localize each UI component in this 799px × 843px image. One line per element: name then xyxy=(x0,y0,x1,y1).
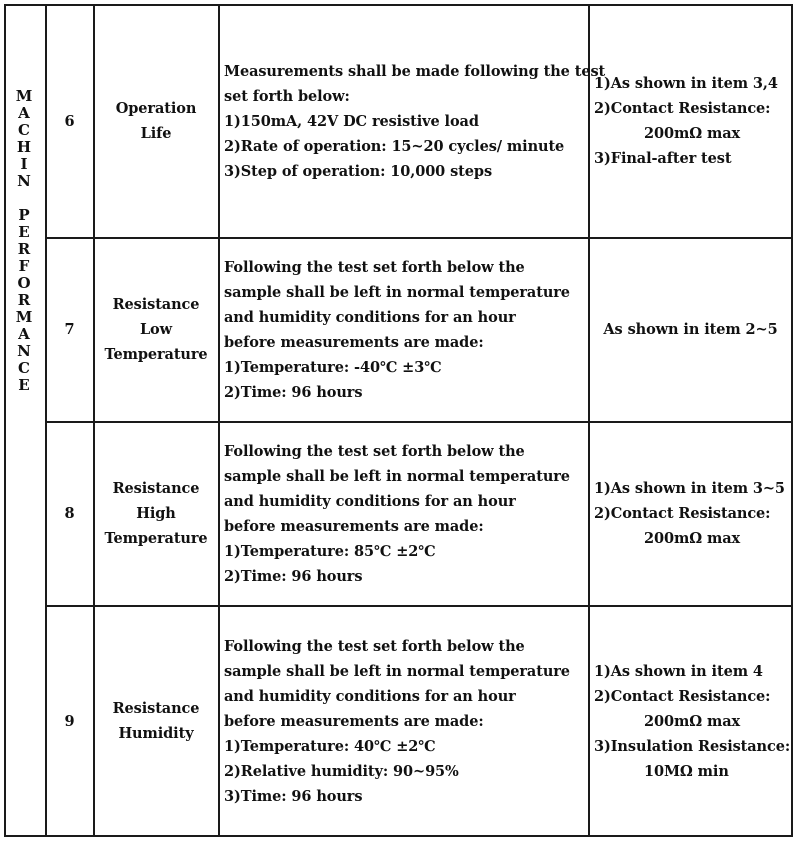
test-item-line: Resistance xyxy=(112,480,200,497)
test-item-line: Low xyxy=(139,321,173,338)
section-label-letter: A xyxy=(18,104,30,122)
test-condition-line: 2)Relative humidity: 90~95% xyxy=(224,762,459,780)
test-condition-line: 1)Temperature: 40℃ ±2℃ xyxy=(224,737,436,755)
section-label xyxy=(6,88,42,394)
section-label-letter: R xyxy=(17,291,31,309)
section-label-letter: H xyxy=(16,138,32,156)
requirement xyxy=(589,5,792,237)
item-number xyxy=(46,606,93,836)
item-number-text: 8 xyxy=(64,505,75,522)
test-item-name xyxy=(104,476,207,551)
section-label-letter: C xyxy=(18,121,30,139)
requirement-line: As shown in item 2~5 xyxy=(603,321,778,338)
section-label-letter: N xyxy=(17,342,31,360)
test-condition-line: before measurements are made: xyxy=(224,333,484,351)
requirement-line: 200mΩ max xyxy=(644,125,741,142)
test-item-line: Life xyxy=(140,125,172,142)
requirement-line: 200mΩ max xyxy=(644,530,741,547)
test-item-line: Resistance xyxy=(112,296,200,313)
requirement-line: 10MΩ min xyxy=(644,762,729,780)
section-label-letter: O xyxy=(17,274,31,292)
test-condition-line: and humidity conditions for an hour xyxy=(224,308,516,326)
section-label-letter: F xyxy=(18,257,30,275)
section-label-letter: C xyxy=(18,359,30,377)
section-label-letter: P xyxy=(18,206,30,224)
test-condition-text xyxy=(224,634,570,809)
section-label-letter: E xyxy=(18,223,30,241)
test-condition-line: 1)150mA, 42V DC resistive load xyxy=(224,112,479,130)
item-number-text: 7 xyxy=(64,321,75,338)
item-number xyxy=(46,5,93,237)
test-item xyxy=(94,422,218,605)
requirement-line: 1)As shown in item 3~5 xyxy=(594,480,785,497)
section-label-letter: E xyxy=(18,376,30,394)
section-label-letter: N xyxy=(17,172,31,190)
test-item xyxy=(94,238,218,421)
test-condition xyxy=(219,606,588,836)
requirement xyxy=(589,422,792,605)
test-condition-line: 2)Time: 96 hours xyxy=(224,567,363,585)
item-number-text: 9 xyxy=(64,712,75,730)
section-label-letter: A xyxy=(18,325,30,343)
test-item-line: Resistance xyxy=(112,700,200,717)
test-condition-line: 1)Temperature: -40℃ ±3℃ xyxy=(224,358,442,376)
item-number xyxy=(46,238,93,421)
requirement-line: 3)Final-after test xyxy=(594,150,732,167)
section-label-letter: M xyxy=(15,308,33,326)
test-condition-line: sample shall be left in normal temperature xyxy=(224,283,570,301)
requirement-line: 1)As shown in item 4 xyxy=(594,662,763,680)
test-condition-line: and humidity conditions for an hour xyxy=(224,492,516,510)
test-condition xyxy=(219,238,588,421)
test-condition xyxy=(219,5,606,237)
requirement-line: 200mΩ max xyxy=(644,712,741,730)
test-condition-line: and humidity conditions for an hour xyxy=(224,687,516,705)
test-item-line: Humidity xyxy=(118,725,194,742)
requirement-text xyxy=(594,659,790,784)
requirement-text xyxy=(603,317,777,342)
test-condition-line: 3)Time: 96 hours xyxy=(224,787,363,805)
test-condition-line: set forth below: xyxy=(224,87,350,105)
test-condition-line: Following the test set forth below the xyxy=(224,442,525,460)
test-item-line: Operation xyxy=(115,100,197,117)
requirement-line: 3)Insulation Resistance: xyxy=(594,737,791,755)
test-item-name xyxy=(113,696,200,746)
test-item xyxy=(94,5,218,237)
test-condition-line: before measurements are made: xyxy=(224,712,484,730)
item-number xyxy=(46,422,93,605)
test-condition-line: Following the test set forth below the xyxy=(224,258,525,276)
section-label-letter: M xyxy=(15,87,33,105)
test-condition-line: 2)Rate of operation: 15~20 cycles/ minute xyxy=(224,137,565,155)
test-condition-line: sample shall be left in normal temperature xyxy=(224,662,570,680)
test-condition-line: Measurements shall be made following the test xyxy=(224,62,606,80)
test-condition-text xyxy=(224,439,570,589)
test-condition-line: sample shall be left in normal temperature xyxy=(224,467,570,485)
test-item-name xyxy=(116,96,197,146)
test-item xyxy=(94,606,218,836)
test-condition-line: before measurements are made: xyxy=(224,517,484,535)
requirement-line: 2)Contact Resistance: xyxy=(594,687,771,705)
test-item-line: High xyxy=(136,505,176,522)
test-item-name xyxy=(104,292,207,367)
requirement-line: 2)Contact Resistance: xyxy=(594,505,771,522)
section-label-letter: R xyxy=(17,240,31,258)
test-condition-line: 1)Temperature: 85℃ ±2℃ xyxy=(224,542,436,560)
test-condition-text xyxy=(224,59,605,184)
test-item-line: Temperature xyxy=(104,530,208,547)
requirement xyxy=(589,606,792,836)
test-condition-line: 3)Step of operation: 10,000 steps xyxy=(224,162,493,180)
requirement-line: 1)As shown in item 3,4 xyxy=(594,75,778,92)
requirement-line: 2)Contact Resistance: xyxy=(594,100,771,117)
requirement-text xyxy=(594,476,785,551)
test-condition-line: Following the test set forth below the xyxy=(224,637,525,655)
test-condition-line: 2)Time: 96 hours xyxy=(224,383,363,401)
requirement-text xyxy=(594,71,778,171)
test-condition-text xyxy=(224,255,570,405)
test-condition xyxy=(219,422,588,605)
section-label-letter: I xyxy=(20,155,28,173)
item-number-text: 6 xyxy=(64,112,75,130)
test-item-line: Temperature xyxy=(104,346,208,363)
requirement xyxy=(589,238,792,421)
